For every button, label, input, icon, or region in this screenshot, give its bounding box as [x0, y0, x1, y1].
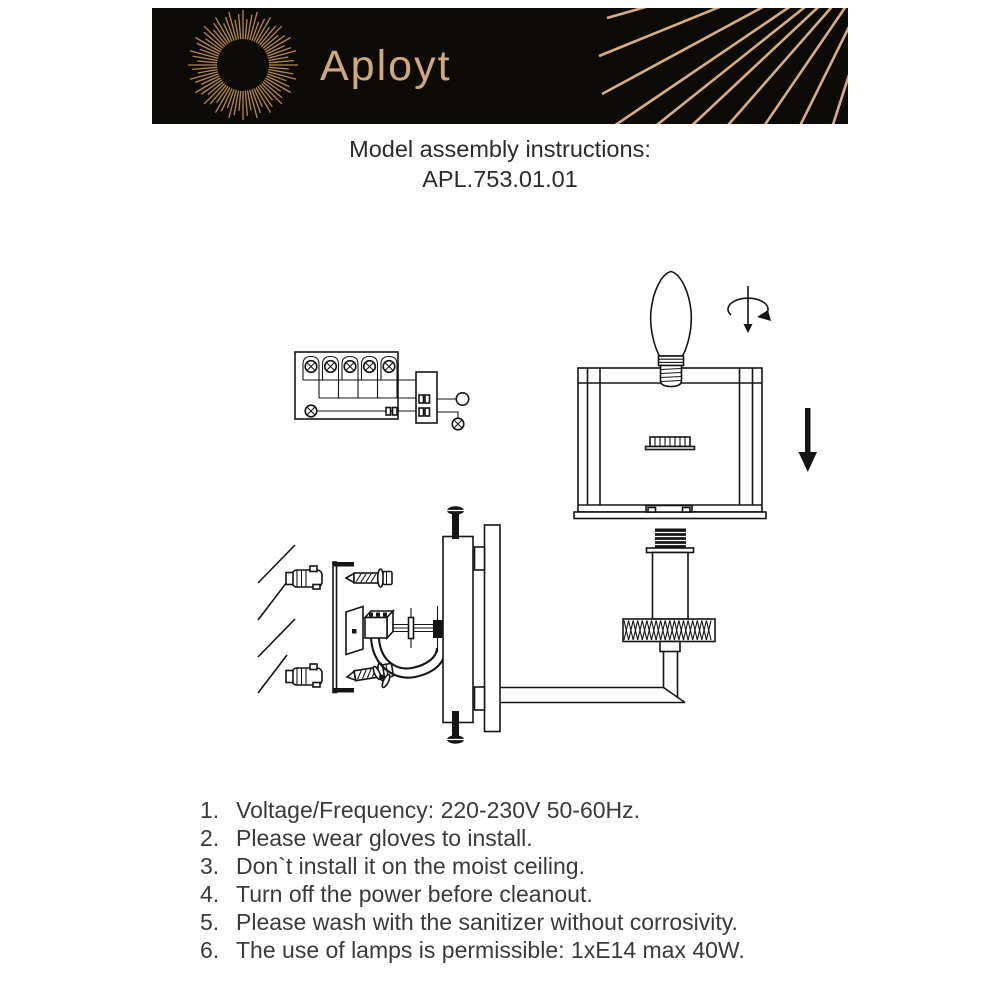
item-text: Don`t install it on the moist ceiling. [236, 852, 585, 879]
instruction-item [200, 797, 860, 825]
item-number: 6. [200, 936, 220, 963]
wiring-schematic [295, 352, 469, 430]
item-text: Turn off the power before cleanout. [236, 880, 593, 907]
model-number: APL.753.01.01 [422, 166, 578, 192]
lampshade-drawing [574, 368, 766, 519]
wall-anchor-top [286, 566, 322, 589]
item-number: 5. [200, 908, 220, 935]
page-title [0, 134, 1000, 194]
ray-fan-icon [152, 8, 848, 124]
item-text: Please wear gloves to install. [236, 824, 533, 851]
item-text: Voltage/Frequency: 220-230V 50-60Hz. [236, 797, 641, 823]
mounting-plate-drawing [433, 506, 473, 743]
item-text: Please wash with the sanitizer without corrosivity. [236, 908, 738, 935]
assembly-diagram [150, 260, 850, 780]
wall-anchor-bottom [286, 664, 322, 687]
item-number: 4. [200, 880, 220, 907]
instruction-item [200, 825, 860, 853]
item-text: The use of lamps is permissible: 1xE14 max 40W. [236, 936, 745, 963]
brand-banner [152, 8, 848, 124]
backplate-drawing [475, 525, 501, 732]
arm-drawing [500, 652, 685, 703]
title-line: Model assembly instructions: [349, 136, 651, 162]
instruction-item [200, 937, 860, 965]
brand-name: Aployt [320, 41, 452, 90]
screw-top [346, 569, 392, 587]
instruction-item [200, 881, 860, 909]
rotate-arrow-icon [728, 286, 771, 333]
item-number: 1. [200, 797, 220, 823]
instruction-item [200, 909, 860, 937]
instruction-list [200, 797, 860, 964]
item-number: 2. [200, 824, 220, 851]
down-arrow-icon [799, 408, 818, 472]
instruction-item [200, 853, 860, 881]
junction-box-drawing [346, 607, 393, 655]
item-number: 3. [200, 852, 220, 879]
socket-stem-drawing [623, 529, 715, 652]
